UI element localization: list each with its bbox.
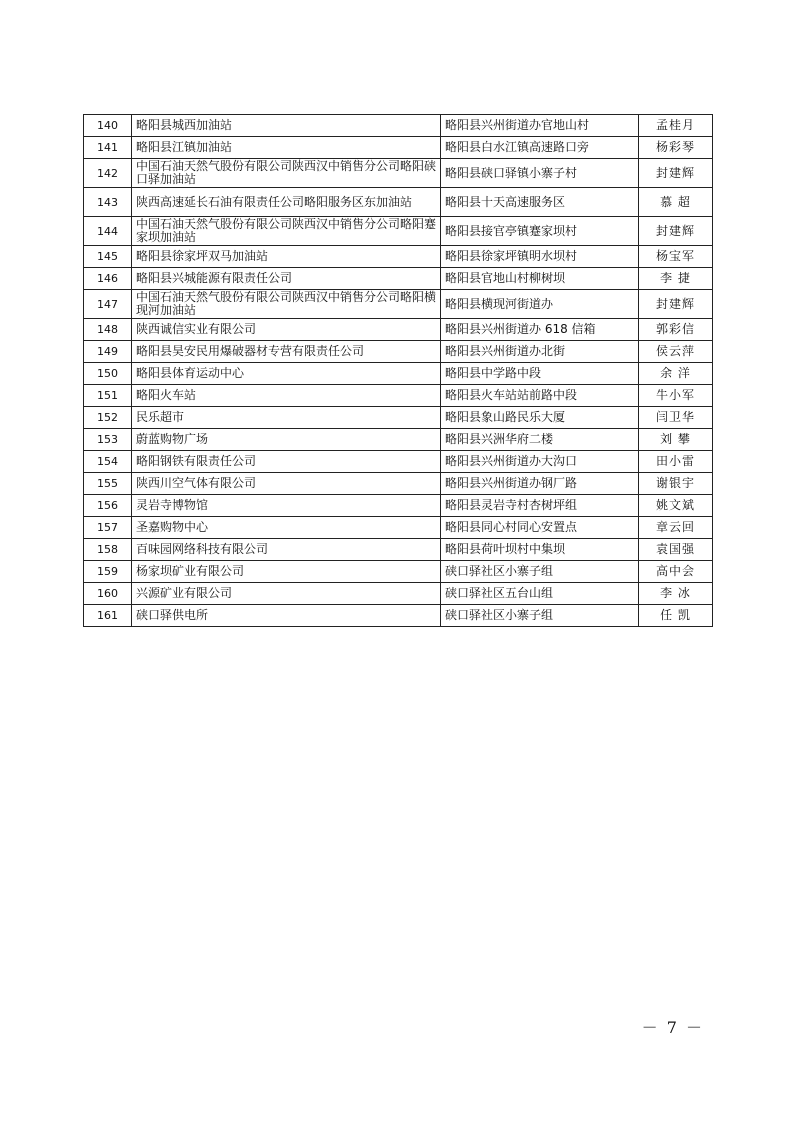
contact-person-cell: 谢银宇 [639,473,713,495]
table-row [84,188,713,217]
table-row [84,246,713,268]
contact-person-cell: 杨宝军 [639,246,713,268]
row-number-cell: 160 [84,583,132,605]
address-cell: 略阳县兴州街道办钢厂路 [441,473,639,495]
table-row [84,341,713,363]
table-row [84,290,713,319]
table-row [84,137,713,159]
contact-person-cell: 余 洋 [639,363,713,385]
row-number-cell: 140 [84,115,132,137]
unit-name-cell: 略阳县城西加油站 [132,115,441,137]
row-number-cell: 145 [84,246,132,268]
table-row [84,605,713,627]
contact-person-cell: 杨彩琴 [639,137,713,159]
table-row [84,473,713,495]
table-row [84,115,713,137]
row-number-cell: 157 [84,517,132,539]
unit-name-cell: 陕西诚信实业有限公司 [132,319,441,341]
unit-name-cell: 略阳火车站 [132,385,441,407]
unit-name-cell: 略阳县昊安民用爆破器材专营有限责任公司 [132,341,441,363]
unit-name-cell: 中国石油天然气股份有限公司陕西汉中销售分公司略阳硖口驿加油站 [132,159,441,188]
row-number-cell: 148 [84,319,132,341]
contact-person-cell: 章云回 [639,517,713,539]
contact-person-cell: 牛小军 [639,385,713,407]
page-number: － 7 － [641,1018,704,1037]
row-number-cell: 152 [84,407,132,429]
address-cell: 硖口驿社区小寨子组 [441,561,639,583]
contact-person-cell: 慕 超 [639,188,713,217]
row-number-cell: 143 [84,188,132,217]
unit-name-cell: 灵岩寺博物馆 [132,495,441,517]
unit-name-cell: 圣嘉购物中心 [132,517,441,539]
contact-person-cell: 孟桂月 [639,115,713,137]
contact-person-cell: 袁国强 [639,539,713,561]
row-number-cell: 141 [84,137,132,159]
address-cell: 略阳县中学路中段 [441,363,639,385]
contact-person-cell: 刘 攀 [639,429,713,451]
address-cell: 略阳县兴州街道办官地山村 [441,115,639,137]
row-number-cell: 150 [84,363,132,385]
address-cell: 略阳县兴州街道办大沟口 [441,451,639,473]
contact-person-cell: 封建辉 [639,290,713,319]
unit-name-cell: 陕西高速延长石油有限责任公司略阳服务区东加油站 [132,188,441,217]
contact-person-cell: 郭彩信 [639,319,713,341]
contact-person-cell: 封建辉 [639,159,713,188]
row-number-cell: 149 [84,341,132,363]
row-number-cell: 158 [84,539,132,561]
row-number-cell: 144 [84,217,132,246]
unit-name-cell: 略阳县兴城能源有限责任公司 [132,268,441,290]
table-body [84,115,713,627]
unit-name-cell: 略阳钢铁有限责任公司 [132,451,441,473]
row-number-cell: 153 [84,429,132,451]
table-row [84,319,713,341]
row-number-cell: 155 [84,473,132,495]
address-cell: 略阳县官地山村柳树坝 [441,268,639,290]
address-cell: 略阳县兴洲华府二楼 [441,429,639,451]
address-cell: 略阳县火车站站前路中段 [441,385,639,407]
row-number-cell: 151 [84,385,132,407]
address-cell: 略阳县硖口驿镇小寨子村 [441,159,639,188]
unit-name-cell: 兴源矿业有限公司 [132,583,441,605]
contact-person-cell: 李 冰 [639,583,713,605]
table-row [84,385,713,407]
table-row [84,363,713,385]
unit-list-table [83,114,713,627]
unit-name-cell: 硖口驿供电所 [132,605,441,627]
address-cell: 略阳县同心村同心安置点 [441,517,639,539]
contact-person-cell: 田小雷 [639,451,713,473]
table-row [84,561,713,583]
address-cell: 略阳县兴州街道办北街 [441,341,639,363]
unit-name-cell: 蔚蓝购物广场 [132,429,441,451]
row-number-cell: 146 [84,268,132,290]
contact-person-cell: 高中会 [639,561,713,583]
unit-name-cell: 陕西川空气体有限公司 [132,473,441,495]
contact-person-cell: 闫卫华 [639,407,713,429]
contact-person-cell: 李 捷 [639,268,713,290]
address-cell: 略阳县接官亭镇蹇家坝村 [441,217,639,246]
row-number-cell: 161 [84,605,132,627]
unit-name-cell: 略阳县徐家坪双马加油站 [132,246,441,268]
table-row [84,429,713,451]
unit-name-cell: 略阳县体育运动中心 [132,363,441,385]
table-row [84,268,713,290]
unit-name-cell: 中国石油天然气股份有限公司陕西汉中销售分公司略阳横现河加油站 [132,290,441,319]
address-cell: 略阳县荷叶坝村中集坝 [441,539,639,561]
contact-person-cell: 封建辉 [639,217,713,246]
address-cell: 略阳县横现河街道办 [441,290,639,319]
table-row [84,159,713,188]
unit-name-cell: 中国石油天然气股份有限公司陕西汉中销售分公司略阳蹇家坝加油站 [132,217,441,246]
address-cell: 略阳县徐家坪镇明水坝村 [441,246,639,268]
row-number-cell: 142 [84,159,132,188]
table-row [84,451,713,473]
table-row [84,495,713,517]
address-cell: 略阳县灵岩寺村杏树坪组 [441,495,639,517]
address-cell: 略阳县白水江镇高速路口旁 [441,137,639,159]
table-row [84,407,713,429]
row-number-cell: 159 [84,561,132,583]
address-cell: 略阳县十天高速服务区 [441,188,639,217]
row-number-cell: 156 [84,495,132,517]
unit-name-cell: 杨家坝矿业有限公司 [132,561,441,583]
table-row [84,217,713,246]
table-row [84,583,713,605]
row-number-cell: 147 [84,290,132,319]
address-cell: 硖口驿社区五台山组 [441,583,639,605]
unit-name-cell: 民乐超市 [132,407,441,429]
address-cell: 略阳县兴州街道办 618 信箱 [441,319,639,341]
table-row [84,517,713,539]
address-cell: 硖口驿社区小寨子组 [441,605,639,627]
contact-person-cell: 任 凯 [639,605,713,627]
row-number-cell: 154 [84,451,132,473]
address-cell: 略阳县象山路民乐大厦 [441,407,639,429]
unit-name-cell: 百味园网络科技有限公司 [132,539,441,561]
unit-name-cell: 略阳县江镇加油站 [132,137,441,159]
table-row [84,539,713,561]
contact-person-cell: 姚文斌 [639,495,713,517]
contact-person-cell: 侯云萍 [639,341,713,363]
